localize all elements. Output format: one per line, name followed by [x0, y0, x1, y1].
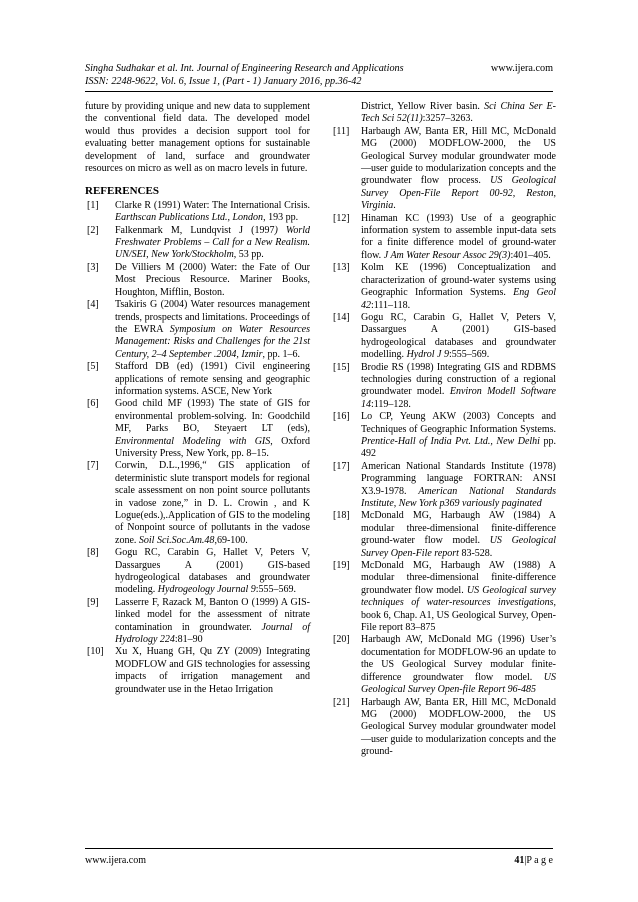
reference-text: Xu X, Huang GH, Qu ZY (2009) Integrating MODFLOW and GIS technologies for assessing impacts of irrigation management and groundwater use in the Hetao Irrigation: [115, 646, 310, 695]
intro-paragraph: future by providing unique and new data to supplement the conventional field data. The developed model would thus provides a decision support tool for evaluating better management options for sustainable development of land, surface and groundwater resources on micro as well as on macro levels in future.: [85, 101, 310, 175]
reference-item: [331, 362, 556, 412]
reference-text: Kolm KE (1996) Conceptualization and characterization of ground-water systems using Geographic Information Systems. Eng Geol 42:111–118.: [361, 262, 557, 311]
page-header: [85, 62, 553, 88]
journal-citation: Singha Sudhakar et al. Int. Journal of Engineering Research and Applications: [85, 63, 404, 74]
reference-item: [85, 200, 310, 225]
reference-number: [16]: [333, 411, 350, 423]
reference-text: Corwin, D.L.,1996,“ GIS application of deterministic slute transport models for regional scale assessment on non point source pollutants in vadose zone,” in D. L. Crowin , and K Logue(eds.),.Application of GIS to the modeling of Nonpoint source of pollutants in the vadose zone. Soil Sci.Soc.Am.48,69-100.: [115, 460, 310, 546]
reference-item: [331, 126, 556, 213]
reference-item: [331, 560, 556, 634]
reference-item: [331, 510, 556, 560]
reference-item: [85, 646, 310, 696]
reference-number: [17]: [333, 460, 350, 472]
reference-text: Harbaugh AW, Banta ER, Hill MC, McDonald MG (2000) MODFLOW-2000, the US Geological Survey modular groundwater model—user guide to modularization concepts and the ground-: [361, 696, 556, 758]
page-number: 41|P a g e: [514, 855, 553, 866]
reference-number: [2]: [87, 224, 99, 236]
reference-text: De Villiers M (2000) Water: the Fate of Our Most Precious Resource. Mariner Books, Houghton, Mifflin, Boston.: [115, 261, 310, 298]
header-rule: [85, 91, 553, 92]
reference-continuation: District, Yellow River basin. Sci China Ser E-Tech Sci 52(11):3257–3263.: [361, 101, 556, 125]
reference-text: Hinaman KC (1993) Use of a geographic information system to assemble input-data sets for a finite difference model of ground-water flow. J Am Water Resour Assoc 29(3):401–405.: [361, 212, 556, 261]
reference-item: [85, 398, 310, 460]
reference-item: [85, 547, 310, 597]
reference-text: Lo CP, Yeung AKW (2003) Concepts and Techniques of Geographic Information Systems. Prentice-Hall of India Pvt. Ltd., New Delhi pp. 492: [361, 411, 557, 460]
reference-item: [331, 262, 556, 312]
reference-item: [331, 461, 556, 511]
reference-number: [14]: [333, 311, 350, 323]
reference-item: [331, 697, 556, 759]
reference-number: [6]: [87, 398, 99, 410]
reference-text: American National Standards Institute (1978) Programming language FORTRAN: ANSI X3.9-1978. American National Standards Institute, New York p369 variously paginated: [361, 460, 556, 509]
reference-number: [21]: [333, 696, 350, 708]
reference-text: Good child MF (1993) The state of GIS for environmental problem-solving. In: Goodchild MF, Parks BO, Steyaert LT (eds), Environmental Modeling with GIS, Oxford University Press, New York, pp. 8–15.: [115, 398, 310, 459]
reference-number: [18]: [333, 510, 350, 522]
reference-item: [85, 460, 310, 547]
reference-text: Tsakiris G (2004) Water resources management trends, prospects and limitations. Proceedings of the EWRA Symposium on Water Resources Management: Risks and Challenges for the 21st Century, 2–4 September .2004, Izmir, pp. 1–6.: [115, 299, 310, 360]
reference-item: [85, 299, 310, 361]
reference-text: Harbaugh AW, McDonald MG (1996) User’s documentation for MODFLOW-96 an update to the US Geological Survey modular finite-difference groundwater flow model. US Geological Survey Open-file Report 96-485: [361, 634, 556, 696]
reference-text: Brodie RS (1998) Integrating GIS and RDBMS technologies during construction of a regional groundwater model. Environ Modell Software 14:119–128.: [361, 361, 556, 410]
left-column: [85, 101, 310, 696]
reference-number: [5]: [87, 361, 99, 373]
reference-number: [11]: [333, 125, 350, 137]
reference-number: [13]: [333, 262, 350, 274]
journal-url[interactable]: www.ijera.com: [490, 63, 553, 74]
reference-item: [85, 225, 310, 262]
references-heading: REFERENCES: [85, 185, 159, 198]
reference-number: [4]: [87, 299, 99, 311]
reference-text: McDonald MG, Harbaugh AW (1988) A modular three-dimensional finite-difference groundwater flow model. US Geological survey techniques of water-resources investigations, book 6, Chap. A1, US Geological Survey, Open-File report 83–875: [361, 560, 556, 634]
reference-number: [7]: [87, 460, 99, 472]
reference-number: [15]: [333, 361, 350, 373]
reference-number: [8]: [87, 547, 99, 559]
reference-number: [20]: [333, 634, 350, 646]
page-footer: [85, 855, 553, 866]
reference-item: [85, 597, 310, 647]
reference-text: Clarke R (1991) Water: The International Crisis. Earthscan Publications Ltd., London, 193 pp.: [115, 199, 310, 224]
reference-item: [85, 361, 310, 398]
reference-text: Gogu RC, Carabin G, Hallet V, Peters V, Dassargues A (2001) GIS-based hydrogeological databases and groundwater modelling. Hydrol J 9:555–569.: [361, 311, 556, 361]
reference-item: [85, 262, 310, 299]
reference-text: Lasserre F, Razack M, Banton O (1999) A GIS-linked model for the assessment of nitrate contamination in groundwater. Journal of Hydrology 224:81–90: [115, 596, 310, 646]
reference-item: [331, 634, 556, 696]
reference-item: [331, 213, 556, 263]
reference-number: [9]: [87, 596, 99, 608]
reference-text: Falkenmark M, Lundqvist J (1997) World Freshwater Problems – Call for a New Realism. UN/SEI, New York/Stockholm, 53 pp.: [115, 224, 310, 261]
reference-text: Stafford DB (ed) (1991) Civil engineering applications of remote sensing and geographic information systems. ASCE, New York: [115, 361, 310, 397]
reference-number: [10]: [87, 646, 104, 658]
references-list-left: [85, 200, 310, 696]
reference-number: [19]: [333, 560, 350, 572]
reference-item: [331, 411, 556, 461]
reference-number: [3]: [87, 261, 99, 273]
reference-text: McDonald MG, Harbaugh AW (1984) A modular three-dimensional finite-difference ground-water flow model. US Geological Survey Open-File report 83-528.: [361, 510, 557, 559]
right-column: [331, 101, 556, 759]
reference-item: [331, 312, 556, 362]
reference-number: [1]: [87, 199, 99, 211]
issn-line: ISSN: 2248-9622, Vol. 6, Issue 1, (Part - 1) January 2016, pp.36-42: [85, 76, 362, 87]
reference-number: [12]: [333, 212, 350, 224]
footer-url[interactable]: www.ijera.com: [85, 855, 146, 866]
footer-rule: [85, 848, 553, 849]
references-list-right: [331, 126, 556, 759]
reference-text: Harbaugh AW, Banta ER, Hill MC, McDonald MG (2000) MODFLOW-2000, the US Geological Survey modular groundwater mode—user guide to modularization concepts and the groundwater flow process. US Geological Survey Open-File Report 00-92, Reston, Virginia.: [361, 125, 557, 212]
reference-text: Gogu RC, Carabin G, Hallet V, Peters V, Dassargues A (2001) GIS-based hydrogeological databases and groundwater modeling. Hydrogeology Journal 9:555–569.: [115, 547, 310, 596]
